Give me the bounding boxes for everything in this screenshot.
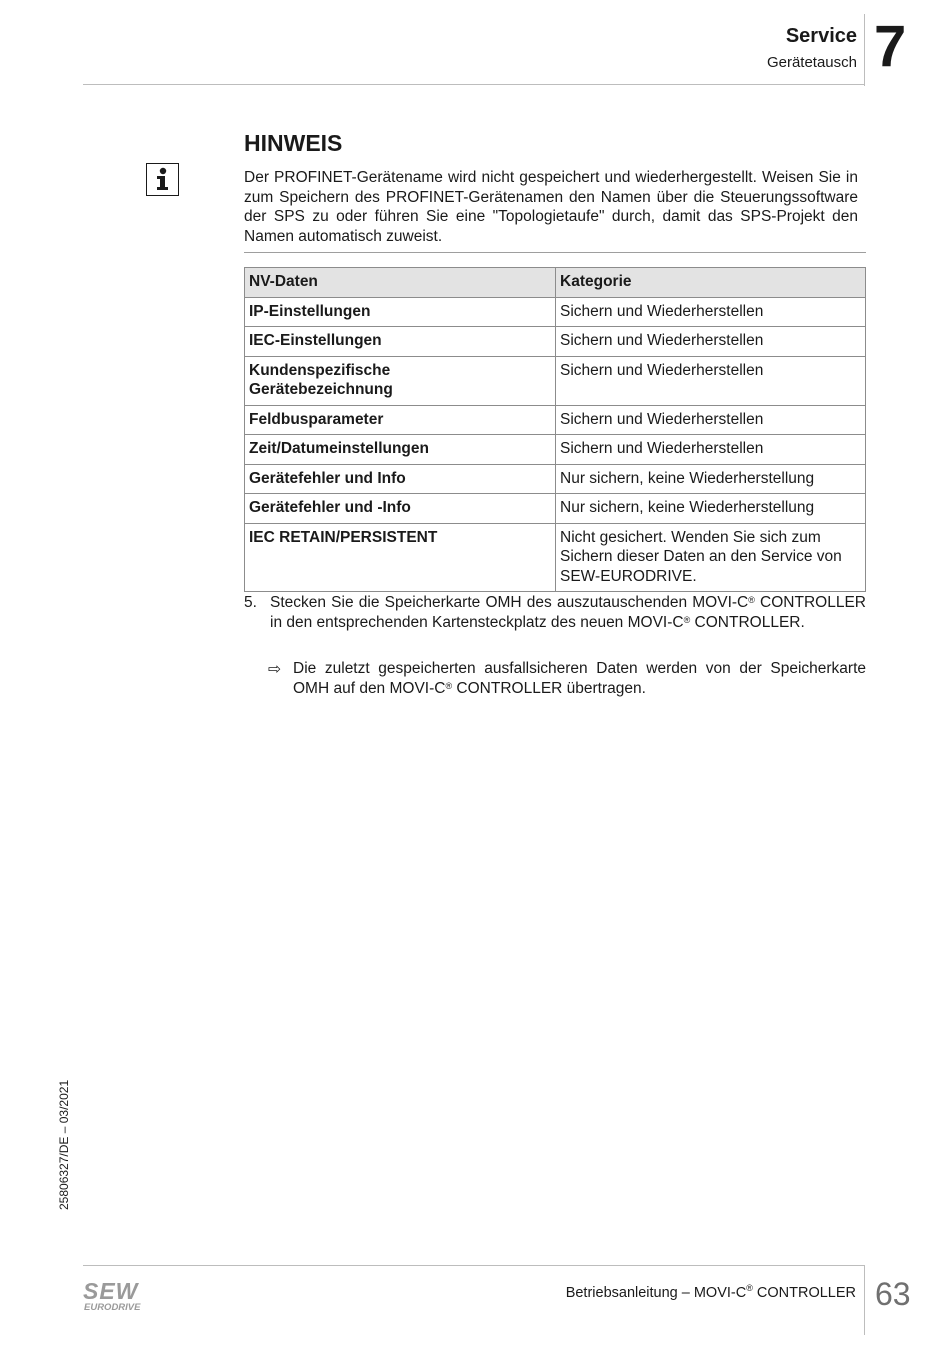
nv-data-cell: Feldbusparameter [245, 405, 556, 435]
nv-data-cell: Gerätefehler und -Info [245, 494, 556, 524]
nv-data-cell: IEC-Einstellungen [245, 327, 556, 357]
step-text-part: CONTROLLER. [690, 613, 805, 631]
footer-divider [83, 1265, 865, 1266]
nv-data-cell [245, 356, 556, 405]
page-number: 63 [875, 1276, 911, 1312]
document-id: 25806327/DE – 03/2021 [57, 1079, 71, 1210]
category-cell: Nicht gesichert. Wenden Sie sich zum Sichern dieser Daten an den Service von SEW-EURODRIVE. [556, 523, 866, 592]
category-cell: Sichern und Wiederherstellen [556, 297, 866, 327]
category-cell: Nur sichern, keine Wiederherstellung [556, 494, 866, 524]
table-row [245, 435, 866, 465]
nv-data-table [244, 267, 866, 592]
table-row [245, 297, 866, 327]
table-header-row [245, 268, 866, 298]
table-row [245, 464, 866, 494]
header-divider [83, 84, 865, 85]
step-result [268, 659, 866, 698]
table-row [245, 494, 866, 524]
step-text-part: CONTROLLER in den entsprechenden Kartensteckplatz des neuen MOVI-C [270, 594, 866, 631]
category-cell: Nur sichern, keine Wiederherstellung [556, 464, 866, 494]
nv-data-text: Kundenspezifische Gerätebezeichnung [249, 361, 393, 398]
table-row [245, 327, 866, 357]
column-header-kategorie: Kategorie [556, 268, 866, 298]
registered-mark: ® [748, 595, 755, 605]
chapter-number: 7 [874, 14, 907, 79]
table-row [245, 523, 866, 592]
category-cell: Sichern und Wiederherstellen [556, 356, 866, 405]
section-subtitle: Gerätetausch [766, 54, 857, 71]
logo-line-2: EURODRIVE [84, 1302, 141, 1313]
section-title: Service [785, 25, 857, 47]
result-text-part: CONTROLLER übertragen. [452, 679, 646, 697]
note-text: Der PROFINET-Gerätename wird nicht gespeichert und wiederhergestellt. Weisen Sie in zum Speichern des PROFINET-Gerätenamen den Namen über die Steuerungssoftware der SPS zu oder führen Sie eine "Topologietaufe" durch, damit das SPS-Projekt den Namen automatisch zuweist. [244, 169, 858, 246]
header-divider-vertical [864, 14, 865, 86]
step-text-part: Stecken Sie die Speicherkarte OMH des auszutauschenden MOVI-C [270, 594, 749, 611]
nv-data-cell: Gerätefehler und Info [245, 464, 556, 494]
footer-text-part: Betriebsanleitung – MOVI-C [565, 1285, 747, 1301]
info-icon [146, 163, 179, 196]
category-cell: Sichern und Wiederherstellen [556, 435, 866, 465]
step-text [270, 593, 866, 632]
nv-data-cell: IEC RETAIN/PERSISTENT [245, 523, 556, 592]
column-header-nv-daten: NV-Daten [245, 268, 556, 298]
result-arrow-icon: ⇨ [268, 661, 281, 678]
category-cell: Sichern und Wiederherstellen [556, 405, 866, 435]
nv-data-cell: Zeit/Datumeinstellungen [245, 435, 556, 465]
table-row [245, 405, 866, 435]
result-text [293, 659, 866, 698]
registered-mark: ® [683, 614, 691, 625]
note-divider [244, 252, 866, 253]
footer-document-title [566, 1285, 856, 1301]
footer-text-part: CONTROLLER [752, 1285, 856, 1301]
sew-eurodrive-logo [83, 1279, 155, 1313]
category-cell: Sichern und Wiederherstellen [556, 327, 866, 357]
note-heading: HINWEIS [244, 130, 343, 156]
logo-line-1: SEW [83, 1279, 139, 1304]
table-row [245, 356, 866, 405]
instruction-step [244, 593, 866, 632]
step-number: 5. [244, 594, 257, 611]
result-text-part: Die zuletzt gespeicherten ausfallsicheren Daten werden von der Speicherkarte OMH auf den MOVI-C [293, 660, 866, 697]
registered-mark: ® [445, 680, 453, 691]
nv-data-cell: IP-Einstellungen [245, 297, 556, 327]
registered-mark: ® [746, 1283, 753, 1293]
footer-divider-vertical [864, 1265, 865, 1335]
